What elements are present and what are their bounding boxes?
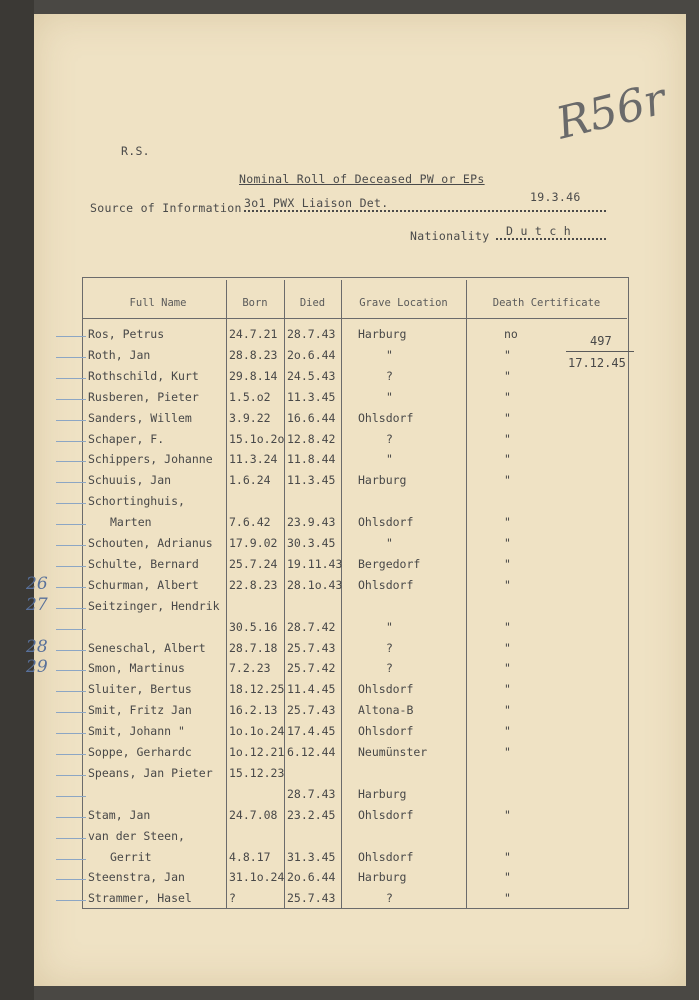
table-row xyxy=(0,369,699,389)
cell-died: 11.8.44 xyxy=(287,452,336,467)
cell-death-certificate: " xyxy=(504,515,511,530)
cell-full-name: Schurman, Albert xyxy=(88,577,199,592)
header-divider xyxy=(82,318,627,319)
cell-died: 28.1o.43 xyxy=(287,577,343,592)
cell-born: 31.1o.24 xyxy=(229,870,285,885)
table-row xyxy=(0,594,699,619)
margin-tick-mark xyxy=(56,900,86,901)
cell-death-certificate: " xyxy=(504,891,511,906)
table-row xyxy=(0,724,699,744)
nationality-label: Nationality xyxy=(410,229,490,243)
margin-tick-mark xyxy=(56,712,86,713)
header-full-name: Full Name xyxy=(129,297,187,309)
cell-death-certificate: " xyxy=(504,410,511,425)
table-row xyxy=(0,620,699,640)
cell-full-name: Speans, Jan Pieter xyxy=(88,765,213,780)
cell-full-name: Schortinghuis, xyxy=(88,494,185,509)
cell-full-name: Seneschal, Albert xyxy=(88,640,206,655)
cell-death-certificate: no xyxy=(504,327,518,341)
cell-full-name: Strammer, Hasel xyxy=(88,891,192,906)
nationality-value: D u t c h xyxy=(506,224,572,238)
cell-died: 11.3.45 xyxy=(287,473,336,488)
margin-tick-mark xyxy=(56,441,86,442)
cell-death-certificate: " xyxy=(504,452,511,467)
cell-full-name: Sluiter, Bertus xyxy=(88,682,192,697)
table-row xyxy=(0,536,699,556)
cell-death-certificate: " xyxy=(504,703,511,718)
cell-full-name: van der Steen, xyxy=(88,828,185,843)
cell-full-name: Smit, Johann " xyxy=(88,724,185,739)
cell-death-certificate: " xyxy=(504,368,511,383)
margin-number: 28 xyxy=(26,636,48,657)
table-row xyxy=(0,327,699,347)
document-date: 19.3.46 xyxy=(530,190,581,204)
document-title: Nominal Roll of Deceased PW or EPs xyxy=(239,172,485,186)
cell-grave-location: ? xyxy=(386,368,393,383)
margin-tick-mark xyxy=(56,524,86,525)
cell-death-certificate: " xyxy=(504,536,511,550)
cell-full-name: Schulte, Bernard xyxy=(88,556,199,571)
cell-died: 2o.6.44 xyxy=(287,870,336,885)
margin-number: 27 xyxy=(26,594,48,615)
table-row xyxy=(0,682,699,702)
cell-full-name: Gerrit xyxy=(110,849,152,864)
cell-grave-location: Harburg xyxy=(358,473,407,488)
cell-full-name: Roth, Jan xyxy=(88,347,151,362)
cell-full-name: Schippers, Johanne xyxy=(88,452,213,467)
cell-full-name: Rusberen, Pieter xyxy=(88,389,199,404)
cell-full-name: Smon, Martinus xyxy=(88,661,185,676)
table-row xyxy=(0,870,699,890)
cell-grave-location: ? xyxy=(386,431,393,446)
cell-death-certificate: " xyxy=(504,473,511,488)
cell-full-name: Ros, Petrus xyxy=(88,327,165,341)
cell-death-certificate: " xyxy=(504,431,511,446)
margin-tick-mark xyxy=(56,503,86,504)
margin-tick-mark xyxy=(56,879,86,880)
cell-died: 23.2.45 xyxy=(287,807,336,822)
table-row xyxy=(0,703,699,723)
margin-tick-mark xyxy=(56,817,86,818)
table-row xyxy=(0,891,699,911)
header-grave-location: Grave Location xyxy=(359,297,448,309)
margin-tick-mark xyxy=(56,859,86,860)
cell-death-certificate: " xyxy=(504,577,511,592)
cell-born: 7.2.23 xyxy=(229,661,271,676)
cell-grave-location: " xyxy=(386,389,393,404)
margin-tick-mark xyxy=(56,670,86,671)
cell-full-name: Rothschild, Kurt xyxy=(88,368,199,383)
cell-grave-location: " xyxy=(386,347,393,362)
cell-death-certificate: " xyxy=(504,619,511,634)
margin-tick-mark xyxy=(56,336,86,337)
cell-death-certificate: " xyxy=(504,347,511,362)
cell-full-name: Schouten, Adrianus xyxy=(88,536,213,550)
cell-full-name: Marten xyxy=(110,515,152,530)
cell-died: 2o.6.44 xyxy=(287,347,336,362)
cell-born: ? xyxy=(229,891,236,906)
table-row xyxy=(0,657,699,681)
cell-died: 28.7.42 xyxy=(287,619,336,634)
cell-born: 28.7.18 xyxy=(229,640,278,655)
cell-died: 23.9.43 xyxy=(287,515,336,530)
cell-died: 25.7.43 xyxy=(287,891,336,906)
cell-died: 12.8.42 xyxy=(287,431,336,446)
cell-died: 11.3.45 xyxy=(287,389,336,404)
cell-death-certificate: " xyxy=(504,682,511,697)
cell-grave-location: Ohlsdorf xyxy=(358,849,414,864)
source-label: Source of Information xyxy=(90,201,242,215)
source-value: 3o1 PWX Liaison Det. xyxy=(244,196,389,210)
cell-death-certificate: " xyxy=(504,389,511,404)
margin-number: 29 xyxy=(26,657,48,678)
cell-born: 30.5.16 xyxy=(229,619,278,634)
cell-death-certificate: " xyxy=(504,724,511,739)
cell-born: 1.6.24 xyxy=(229,473,271,488)
margin-tick-mark xyxy=(56,545,86,546)
cell-grave-location: Ohlsdorf xyxy=(358,682,414,697)
cell-grave-location: Ohlsdorf xyxy=(358,577,414,592)
cell-grave-location: Harburg xyxy=(358,786,407,801)
table-row xyxy=(0,850,699,870)
margin-tick-mark xyxy=(56,629,86,630)
table-row xyxy=(0,348,699,368)
cell-born: 11.3.24 xyxy=(229,452,278,467)
cell-born: 7.6.42 xyxy=(229,515,271,530)
margin-tick-mark xyxy=(56,378,86,379)
cell-died: 11.4.45 xyxy=(287,682,336,697)
margin-tick-mark xyxy=(56,587,86,588)
cell-born: 22.8.23 xyxy=(229,577,278,592)
margin-number: 26 xyxy=(26,573,48,594)
cell-died: 19.11.43 xyxy=(287,556,343,571)
table-row xyxy=(0,452,699,472)
margin-tick-mark xyxy=(56,357,86,358)
margin-tick-mark xyxy=(56,608,86,609)
cell-grave-location: " xyxy=(386,619,393,634)
cell-born: 24.7.08 xyxy=(229,807,278,822)
margin-tick-mark xyxy=(56,838,86,839)
cell-grave-location: ? xyxy=(386,640,393,655)
cell-death-certificate: " xyxy=(504,661,511,676)
cell-grave-location: Ohlsdorf xyxy=(358,807,414,822)
cell-death-certificate: " xyxy=(504,640,511,655)
table-row xyxy=(0,432,699,452)
margin-tick-mark xyxy=(56,482,86,483)
table-row xyxy=(0,745,699,765)
cell-born: 25.7.24 xyxy=(229,556,278,571)
header-born: Born xyxy=(242,297,268,309)
cell-born: 3.9.22 xyxy=(229,410,271,425)
cell-grave-location: Bergedorf xyxy=(358,556,421,571)
cell-grave-location: Harburg xyxy=(358,327,407,341)
nationality-line xyxy=(496,224,606,240)
cell-born: 29.8.14 xyxy=(229,368,278,383)
cell-death-certificate: " xyxy=(504,745,511,759)
cell-full-name: Soppe, Gerhardc xyxy=(88,745,192,759)
cell-born: 1.5.o2 xyxy=(229,389,271,404)
cell-grave-location: Altona-B xyxy=(358,703,414,718)
margin-tick-mark xyxy=(56,733,86,734)
table-row xyxy=(0,557,699,577)
cell-full-name: Schuuis, Jan xyxy=(88,473,172,488)
table-row xyxy=(0,390,699,410)
table-row xyxy=(0,411,699,431)
cell-full-name: Stam, Jan xyxy=(88,807,151,822)
cell-grave-location: Ohlsdorf xyxy=(358,410,414,425)
table-row xyxy=(0,473,699,493)
initials: R.S. xyxy=(121,144,150,158)
cell-born: 16.2.13 xyxy=(229,703,278,718)
table-row xyxy=(0,515,699,535)
cell-death-certificate: " xyxy=(504,807,511,822)
table-row xyxy=(0,636,699,661)
cell-full-name: Steenstra, Jan xyxy=(88,870,185,885)
cell-born: 1o.12.21 xyxy=(229,745,285,759)
cell-born: 28.8.23 xyxy=(229,347,278,362)
margin-tick-mark xyxy=(56,691,86,692)
header-died: Died xyxy=(299,297,326,309)
cell-born: 15.1o.2o xyxy=(229,431,285,446)
cell-died: 25.7.43 xyxy=(287,703,336,718)
cell-died: 25.7.42 xyxy=(287,661,336,676)
cell-full-name: Seitzinger, Hendrik xyxy=(88,598,220,613)
cell-death-certificate: " xyxy=(504,556,511,571)
margin-tick-mark xyxy=(56,420,86,421)
cell-born: 24.7.21 xyxy=(229,327,278,341)
cell-grave-location: " xyxy=(386,536,393,550)
cell-full-name: Smit, Fritz Jan xyxy=(88,703,192,718)
cell-grave-location: ? xyxy=(386,891,393,906)
table-row xyxy=(0,766,699,786)
cell-grave-location: Ohlsdorf xyxy=(358,724,414,739)
cell-died: 31.3.45 xyxy=(287,849,336,864)
cell-grave-location: Harburg xyxy=(358,870,407,885)
cell-born: 18.12.25 xyxy=(229,682,285,697)
header-death-certificate: Death Certificate xyxy=(492,297,601,309)
cell-full-name: Schaper, F. xyxy=(88,431,165,446)
margin-tick-mark xyxy=(56,775,86,776)
cell-grave-location: Neumünster xyxy=(358,745,428,759)
table-row xyxy=(0,494,699,514)
cell-died: 28.7.43 xyxy=(287,327,336,341)
margin-tick-mark xyxy=(56,566,86,567)
table-row xyxy=(0,573,699,598)
cell-born: 1o.1o.24 xyxy=(229,724,285,739)
cell-died: 16.6.44 xyxy=(287,410,336,425)
table-row xyxy=(0,808,699,828)
cell-death-certificate: " xyxy=(504,849,511,864)
cell-born: 15.12.23 xyxy=(229,765,285,780)
cell-born: 17.9.02 xyxy=(229,536,278,550)
cell-died: 30.3.45 xyxy=(287,536,336,550)
margin-tick-mark xyxy=(56,796,86,797)
cell-grave-location: " xyxy=(386,452,393,467)
cell-death-certificate: " xyxy=(504,870,511,885)
cell-grave-location: Ohlsdorf xyxy=(358,515,414,530)
handwritten-reference: R56r xyxy=(551,73,671,150)
margin-tick-mark xyxy=(56,461,86,462)
cell-grave-location: ? xyxy=(386,661,393,676)
cell-died: 6.12.44 xyxy=(287,745,336,759)
cell-born: 4.8.17 xyxy=(229,849,271,864)
cell-died: 17.4.45 xyxy=(287,724,336,739)
table-row xyxy=(0,829,699,849)
margin-tick-mark xyxy=(56,650,86,651)
margin-tick-mark xyxy=(56,399,86,400)
annotation-date: 17.12.45 xyxy=(568,356,626,370)
annotation-number: 497 xyxy=(590,334,612,348)
margin-tick-mark xyxy=(56,754,86,755)
cell-full-name: Sanders, Willem xyxy=(88,410,192,425)
cell-died: 24.5.43 xyxy=(287,368,336,383)
cell-died: 25.7.43 xyxy=(287,640,336,655)
cell-died: 28.7.43 xyxy=(287,786,336,801)
table-row xyxy=(0,787,699,807)
